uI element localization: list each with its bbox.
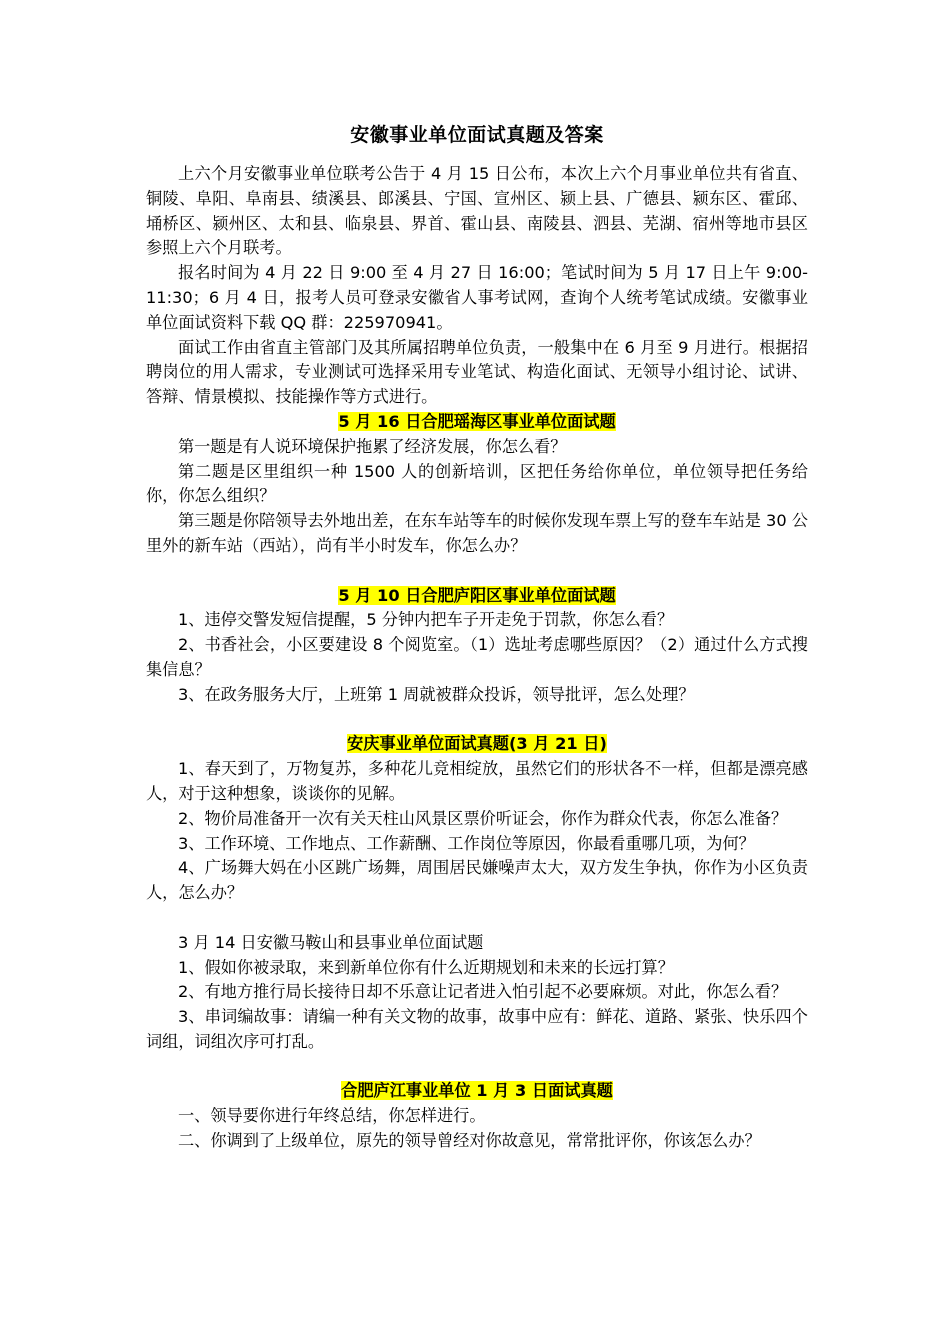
section-heading-text: 5 月 10 日合肥庐阳区事业单位面试题	[338, 585, 616, 605]
question-item: 1、违停交警发短信提醒，5 分钟内把车子开走免于罚款，你怎么看？	[178, 610, 674, 630]
question-item: 2、有地方推行局长接待日却不乐意让记者进入怕引起不必要麻烦。对此，你怎么看？	[178, 982, 788, 1002]
document-page	[146, 118, 808, 1154]
question-item: 二、你调到了上级单位，原先的领导曾经对你故意见，常常批评你，你该怎么办？	[178, 1131, 761, 1151]
question-item: 3、工作环境、工作地点、工作薪酬、工作岗位等原因，你最看重哪几项，为何？	[178, 833, 755, 853]
section-heading	[146, 1079, 808, 1104]
section-heading	[146, 732, 808, 757]
section-heading	[146, 584, 808, 609]
question-item: 第二题是区里组织一种 1500 人的创新培训，区把任务给你单位，单位领导把任务给你，你怎么组织？	[146, 461, 808, 506]
question-item: 一、领导要你进行年终总结，你怎样进行。	[178, 1106, 486, 1126]
question-item: 2、书香社会，小区要建设 8 个阅览室。（1）选址考虑哪些原因？（2）通过什么方式搜集信息？	[146, 635, 808, 679]
question-item: 2、物价局准备开一次有关天柱山风景区票价听证会，你作为群众代表，你怎么准备？	[178, 808, 788, 828]
intro-paragraph: 上六个月安徽事业单位联考公告于 4 月 15 日公布，本次上六个月事业单位共有省直、铜陵、阜阳、阜南县、绩溪县、郎溪县、宁国、宣州区、颍上县、广德县、颍东区、霍邱、埇桥区、颍州区、太和县、临泉县、界首、霍山县、南陵县、泗县、芜湖、宿州等地市县区参照上六个月联考。	[146, 164, 808, 258]
question-item: 1、假如你被录取，来到新单位你有什么近期规划和未来的长远打算？	[178, 957, 674, 977]
blank-line	[146, 906, 808, 931]
blank-line	[146, 559, 808, 584]
question-item: 3、串词编故事：请编一种有关文物的故事，故事中应有：鲜花、道路、紧张、快乐四个词组，词组次序可打乱。	[146, 1007, 808, 1051]
section-heading-text: 合肥庐江事业单位 1 月 3 日面试真题	[341, 1081, 613, 1101]
blank-line	[146, 708, 808, 733]
intro-paragraph: 面试工作由省直主管部门及其所属招聘单位负责，一般集中在 6 月至 9 月进行。根据招聘岗位的用人需求，专业测试可选择采用专业笔试、构造化面试、无领导小组讨论、试讲、答辩、情景模拟、技能操作等方式进行。	[146, 337, 808, 407]
section-heading-text: 安庆事业单位面试真题(3 月 21 日)	[347, 734, 607, 754]
intro-paragraph: 报名时间为 4 月 22 日 9:00 至 4 月 27 日 16:00；笔试时间为 5 月 17 日上午 9:00-11:30；6 月 4 日，报考人员可登录安徽省人事考试网，查询个人统考笔试成绩。安徽事业单位面试资料下载 QQ 群：225970941。	[146, 263, 808, 332]
question-item: 4、广场舞大妈在小区跳广场舞，周围居民嫌噪声太大，双方发生争执，你作为小区负责人，怎么办？	[146, 858, 808, 903]
section-heading	[146, 410, 808, 435]
section-heading: 3 月 14 日安徽马鞍山和县事业单位面试题	[178, 932, 484, 952]
question-item: 1、春天到了，万物复苏，多种花儿竞相绽放，虽然它们的形状各不一样，但都是漂亮感人，对于这种想象，谈谈你的见解。	[146, 759, 808, 803]
question-item: 第一题是有人说环境保护拖累了经济发展，你怎么看？	[178, 436, 567, 456]
document-title: 安徽事业单位面试真题及答案	[350, 124, 604, 146]
question-item: 第三题是你陪领导去外地出差，在东车站等车的时候你发现车票上写的登车车站是 30 公里外的新车站（西站），尚有半小时发车，你怎么办？	[146, 511, 808, 555]
blank-line	[146, 1055, 808, 1080]
section-heading-text: 5 月 16 日合肥瑶海区事业单位面试题	[338, 411, 616, 431]
question-item: 3、在政务服务大厅，上班第 1 周就被群众投诉，领导批评，怎么处理？	[178, 684, 695, 704]
